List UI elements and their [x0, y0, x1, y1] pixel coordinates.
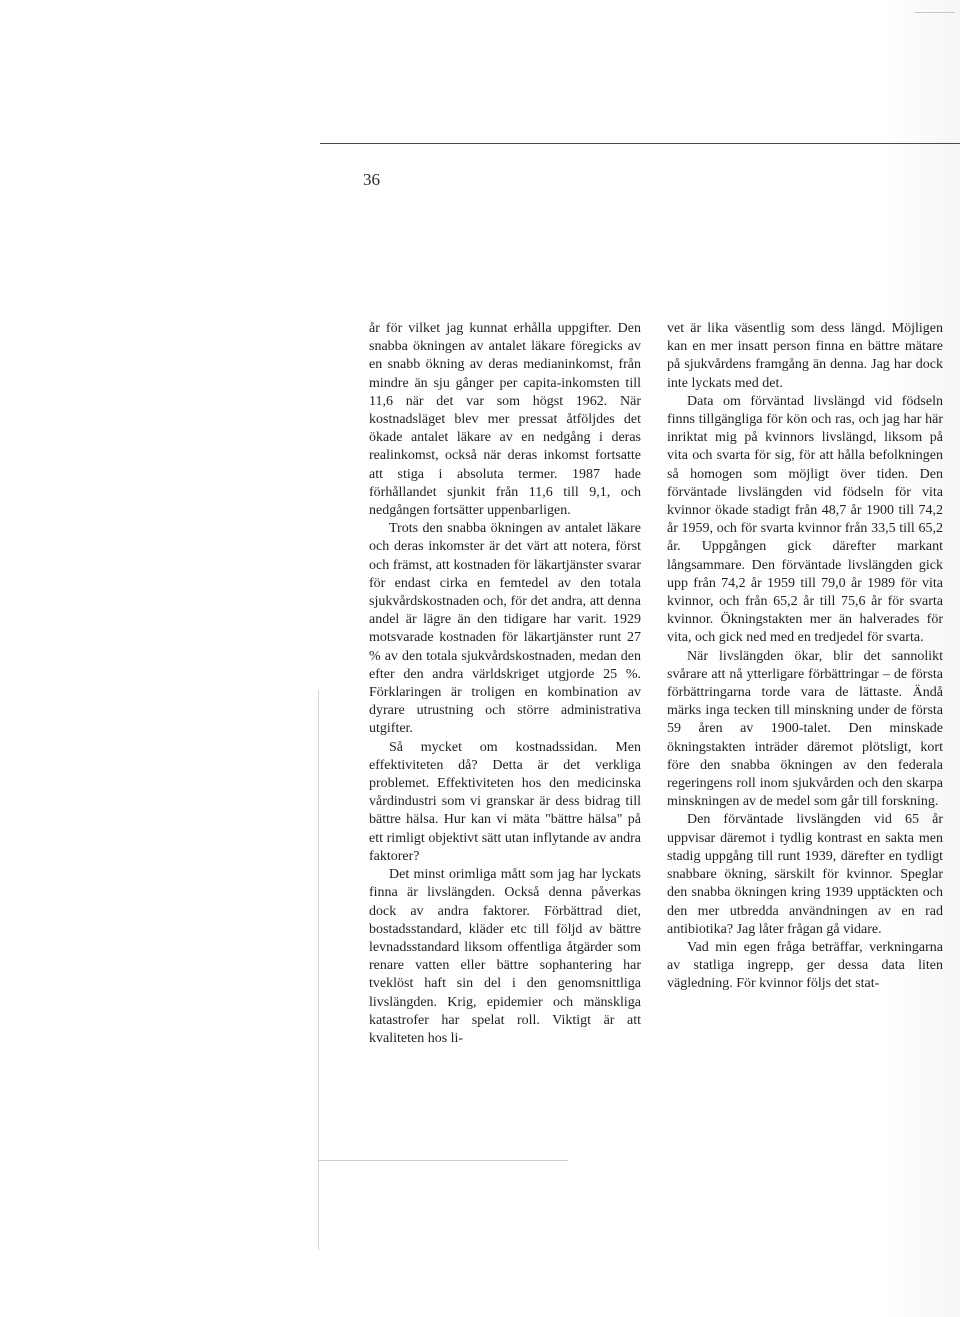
- paragraph: år för vilket jag kunnat erhålla uppgifter. Den snabba ökningen av antalet läkare föregicks av en snabb ökning av deras medianinkomst, från mindre än sju gånger per capita-inkomsten till 11,6 när det var som högst 1962. När kostnadsläget blev mer pressat åtföljdes det ökade antalet läkare av en nedgång i deras realinkomst, också när deras inkomst fortsatte att stiga i absoluta termer. 1987 hade förhållandet sjunkit från 11,6 till 9,1, och nedgången fortsätter uppenbarligen.: [369, 321, 641, 519]
- left-text-column: [369, 320, 641, 1048]
- page-number: 36: [363, 170, 380, 189]
- right-text-column: [667, 320, 943, 994]
- header-rule: [320, 143, 960, 144]
- paragraph: När livslängden ökar, blir det sannolikt svårare att nå ytterligare förbättringar – de första förbättringarna torde vara de lättaste. Ändå märks inga tecken till minskning under de första 59 åren av 1900-talet. Den minskade ökningstakten inträder däremot plötsligt, kort före den snabba ökningen av den federala regeringens roll inom sjukvården och den skarpa minskningen av de medel som går till forskning.: [667, 648, 943, 810]
- paragraph: Så mycket om kostnadssidan. Men effektiviteten då? Detta är det verkliga problemet. Effektiviteten hos den medicinska vårdindustri som vi granskar är dess bidrag till bättre hälsa. Hur kan vi mäta "bättre hälsa" på ett rimligt objektivt sätt utan inflytande av andra faktorer?: [369, 739, 641, 864]
- scan-edge-line-bottom: [318, 1160, 568, 1161]
- paragraph: Det minst orimliga mått som jag har lyckats finna är livslängden. Också denna påverkas dock av andra faktorer. Förbättrad diet, bostadsstandard, kläder etc till följd av bättre levnadsstandard liksom offentliga åtgärder som renare vatten eller bättre sophantering har tveklöst haft sin del i den genomsnittliga livslängden. Krig, epidemier och mänskliga katastrofer har spelat roll. Viktigt är att kvaliteten hos li-: [369, 867, 641, 1046]
- scan-corner-mark: [915, 12, 955, 33]
- paragraph: Vad min egen fråga beträffar, verkningarna av statliga ingrepp, ger dessa data liten vägledning. För kvinnor följs det stat-: [667, 939, 943, 992]
- paragraph: vet är lika väsentlig som dess längd. Möjligen kan en mer insatt person finna en bättre mätare på sjukvårdens framgång än denna. Jag har dock inte lyckats med det.: [667, 321, 943, 391]
- paragraph: Den förväntade livslängden vid 65 år uppvisar däremot i tydlig kontrast en sakta men stadig uppgång till runt 1939, därefter en tydligt snabbare ökning, särskilt för kvinnor. Speglar den snabba ökningen kring 1939 upptäckten och den mer utbredda användningen av en rad antibiotika? Jag låter frågan gå vidare.: [667, 812, 943, 937]
- paragraph: Trots den snabba ökningen av antalet läkare och deras inkomster är det värt att notera, först och främst, att kostnaden för läkartjänster svarar för endast cirka en femtedel av den totala sjukvårdskostnaden och, för det andra, att denna andel är lägre än den tidigare har varit. 1929 motsvarade kostnaden för läkartjänster runt 27 % av den totala sjukvårdskostnaden, medan den efter den andra världskriget utgjorde 25 %. Förklaringen är troligen en kombination av dyrare utrustning och större administrativa utgifter.: [369, 521, 641, 737]
- paragraph: Data om förväntad livslängd vid födseln finns tillgängliga för kön och ras, och jag har här inriktat mig på kvinnors livslängd, liksom på vita och svarta för sig, för att hålla befolkningen så homogen som möjligt över tiden. Den förväntade livslängden vid födseln för vita kvinnor ökade stadigt från 48,7 år 1900 till 74,2 år 1959, och för svarta kvinnor från 33,5 till 65,2 år. Uppgången gick därefter markant långsammare. Den förväntade livslängden gick upp från 74,2 år 1959 till 79,0 år 1989 för vita kvinnor, och från 65,2 år till 75,6 år för svarta kvinnor. Ökningstakten mer än halverades för vita, och gick ned med en tredjedel för svarta.: [667, 393, 943, 646]
- scan-edge-line: [318, 690, 319, 1250]
